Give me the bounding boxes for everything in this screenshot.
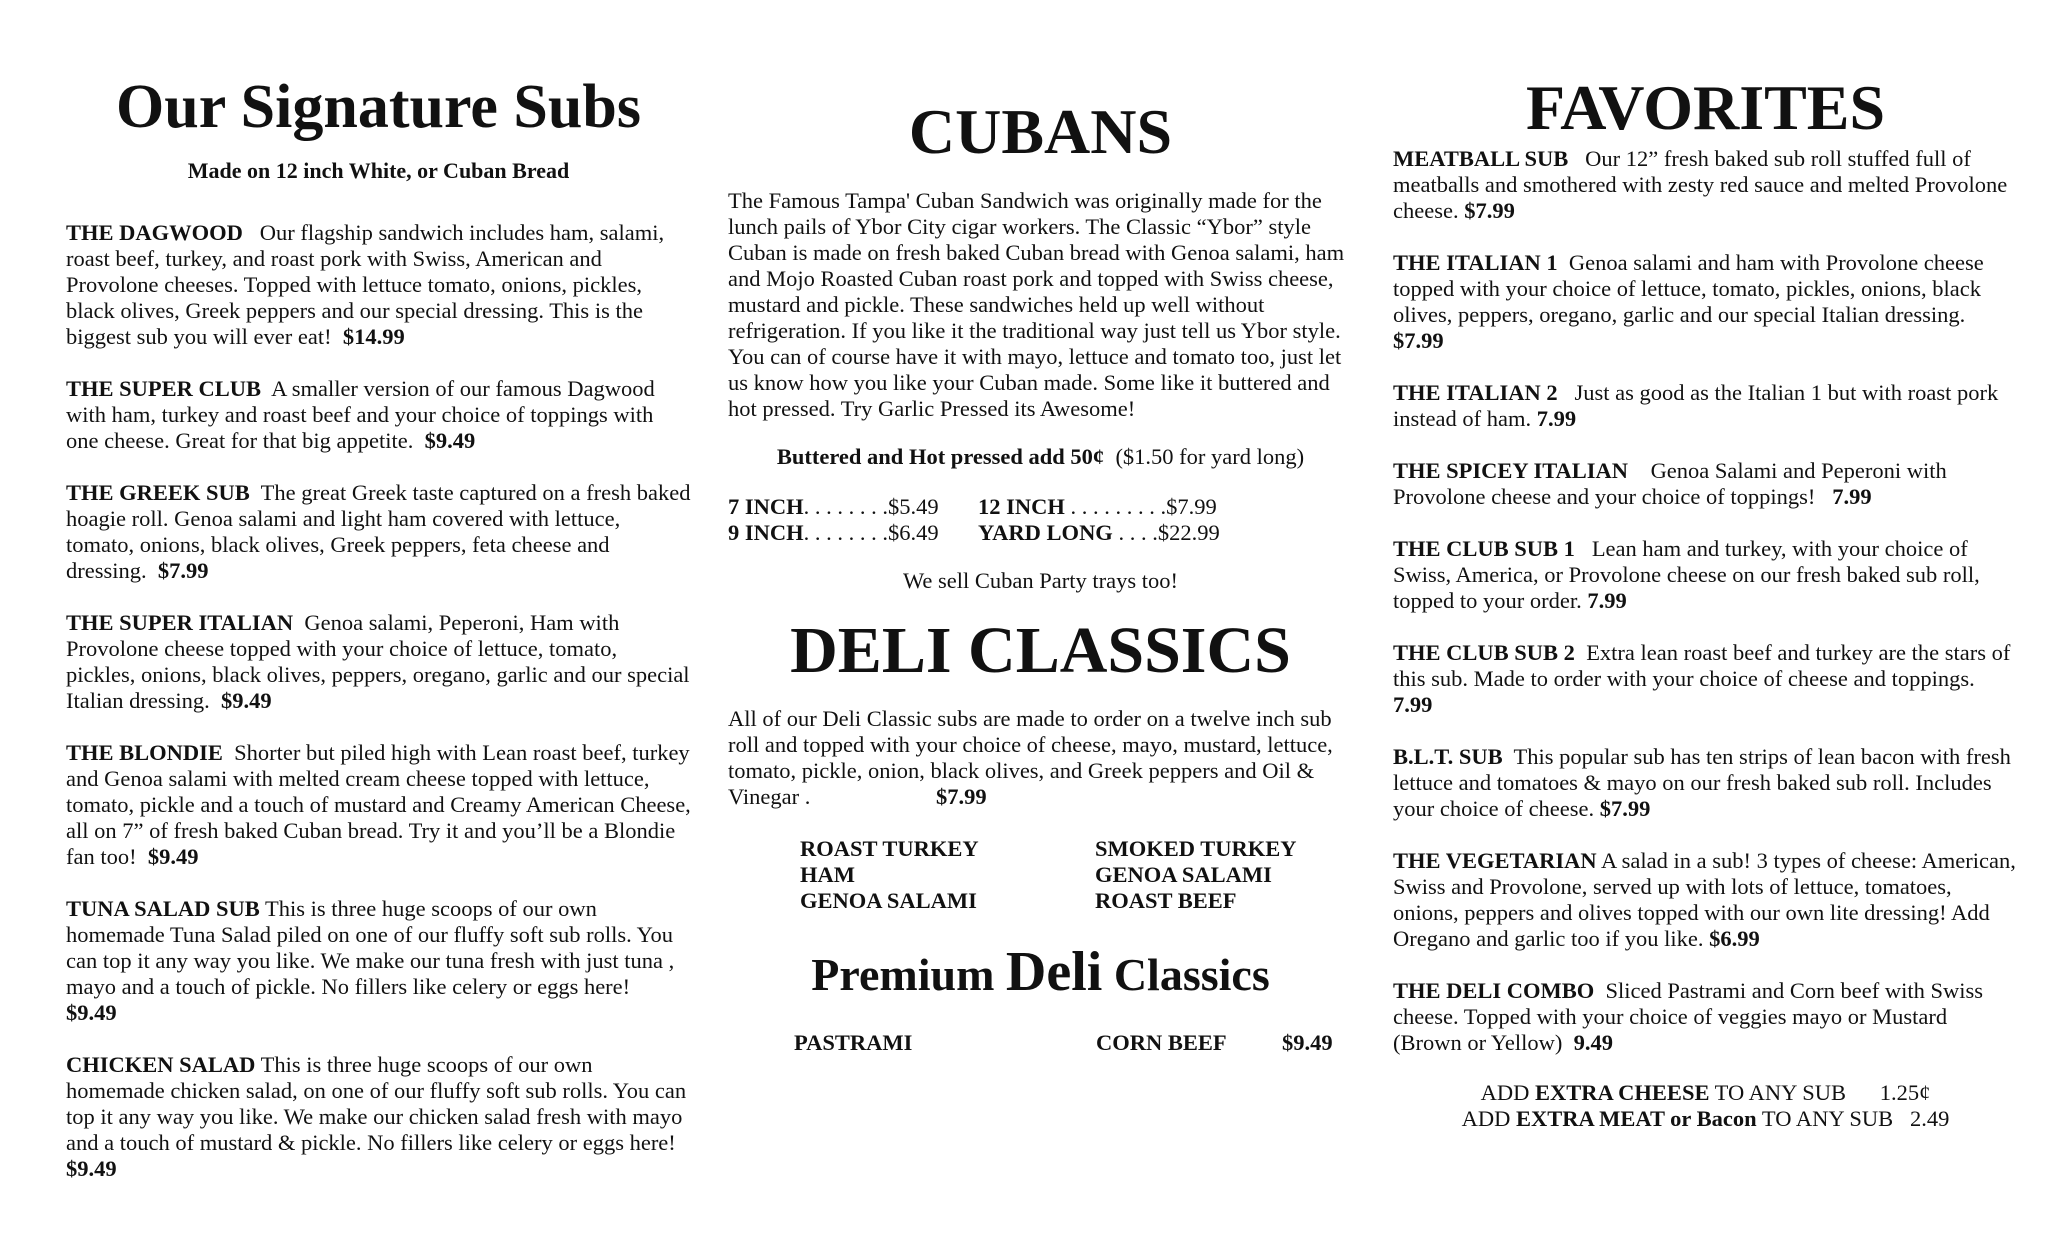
item-description: A smaller version of our famous Dagwood with ham, turkey and roast beef and your choice of toppings with one cheese. Great for that big appetite. bbox=[66, 376, 655, 453]
signature-subs-column bbox=[66, 0, 691, 1182]
favorites-column bbox=[1393, 0, 2018, 1132]
menu-item-super-club bbox=[66, 376, 691, 454]
extra-price: 1.25¢ bbox=[1879, 1080, 1931, 1105]
cuban-size-prices bbox=[728, 494, 1353, 546]
item-name: CHICKEN SALAD bbox=[66, 1052, 256, 1077]
menu-item-greek-sub bbox=[66, 480, 691, 584]
size-label: 9 INCH bbox=[728, 520, 804, 545]
extra-price: 2.49 bbox=[1910, 1106, 1950, 1131]
signature-subs-title: Our Signature Subs bbox=[116, 73, 641, 141]
premium-title-word: Deli bbox=[1005, 941, 1103, 1003]
menu-item-super-italian bbox=[66, 610, 691, 714]
menu-item-italian-2 bbox=[1393, 380, 2018, 432]
item-description: Just as good as the Italian 1 but with roast pork instead of ham. bbox=[1393, 380, 1999, 431]
item-description: Genoa salami and ham with Provolone cheese topped with your choice of lettuce, tomato, pickles, onions, black olives, peppers, oregano, garlic and our special Italian dressing. bbox=[1393, 250, 1984, 327]
item-price: $9.49 bbox=[66, 1156, 117, 1181]
extra-prefix: ADD bbox=[1480, 1080, 1536, 1105]
size-price: $6.49 bbox=[888, 520, 939, 545]
premium-deli-items bbox=[794, 1030, 1353, 1056]
item-price: $6.99 bbox=[1709, 926, 1760, 951]
item-description: Our flagship sandwich includes ham, salami, roast beef, turkey, and roast pork with Swiss, American and Provolone cheeses. Topped with lettuce tomato, onions, pickles, black olives, Greek peppers and our special dressing. This is the biggest sub you will ever eat! bbox=[66, 220, 665, 349]
item-description: The great Greek taste captured on a fresh baked hoagie roll. Genoa salami and light ham covered with lettuce, tomato, onions, black olives, Greek peppers, feta cheese and dressing. bbox=[66, 480, 691, 583]
item-price: $7.99 bbox=[1393, 328, 1444, 353]
item-description: Extra lean roast beef and turkey are the stars of this sub. Made to order with your choice of cheese and toppings. bbox=[1393, 640, 2011, 691]
size-label: 12 INCH bbox=[978, 494, 1065, 519]
item-description: This popular sub has ten strips of lean bacon with fresh lettuce and tomatoes & mayo on our fresh baked sub roll. Includes your choice of cheese. bbox=[1393, 744, 2011, 821]
item-name: THE GREEK SUB bbox=[66, 480, 250, 505]
menu-item-italian-1 bbox=[1393, 250, 2018, 354]
cubans-title: CUBANS bbox=[908, 96, 1173, 167]
item-name: TUNA SALAD SUB bbox=[66, 896, 260, 921]
meat-option: ROAST BEEF bbox=[1095, 888, 1237, 913]
item-name: THE SUPER CLUB bbox=[66, 376, 262, 401]
item-price: 9.49 bbox=[1573, 1030, 1614, 1055]
menu-item-spicey-italian bbox=[1393, 458, 2018, 510]
menu-item-club-sub-2 bbox=[1393, 640, 2018, 718]
cubans-addon bbox=[728, 444, 1353, 470]
deli-description-text: All of our Deli Classic subs are made to order on a twelve inch sub roll and topped with your choice of cheese, mayo, mustard, lettuce, tomato, pickle, onion, black olives, and Greek peppers and Oil & Vinegar . bbox=[728, 706, 1333, 809]
size-price: $5.49 bbox=[888, 494, 939, 519]
premium-deli-title bbox=[728, 941, 1353, 1003]
item-description: A salad in a sub! 3 types of cheese: American, Swiss and Provolone, served up with lots of lettuce, tomatoes, onions, peppers and olives topped with our own lite dressing! Add Oregano and garlic too if you like. bbox=[1393, 848, 2016, 951]
item-price: $9.49 bbox=[66, 1000, 117, 1025]
deli-price: $7.99 bbox=[936, 784, 987, 809]
item-price: $9.49 bbox=[424, 428, 476, 453]
item-name: B.L.T. SUB bbox=[1393, 744, 1503, 769]
leader-dots: . . . . bbox=[1112, 520, 1158, 545]
extra-label: EXTRA MEAT or Bacon bbox=[1515, 1106, 1757, 1131]
leader-dots: . . . . . . . . . bbox=[1064, 494, 1167, 519]
extra-label: EXTRA CHEESE bbox=[1535, 1080, 1710, 1105]
extra-prefix: ADD bbox=[1461, 1106, 1516, 1131]
menu-item-dagwood bbox=[66, 220, 691, 350]
premium-item: CORN BEEF bbox=[1096, 1030, 1227, 1055]
menu-item-deli-combo bbox=[1393, 978, 2018, 1056]
item-name: THE ITALIAN 1 bbox=[1393, 250, 1558, 275]
premium-title-word: Premium bbox=[811, 949, 995, 1000]
extra-suffix: TO ANY SUB bbox=[1709, 1080, 1846, 1105]
item-price: 7.99 bbox=[1536, 406, 1577, 431]
addon-label: Buttered and Hot pressed add 50¢ bbox=[776, 444, 1105, 469]
extra-meat-line bbox=[1393, 1106, 2018, 1132]
party-trays-note: We sell Cuban Party trays too! bbox=[902, 568, 1178, 593]
meat-option: SMOKED TURKEY bbox=[1095, 836, 1297, 861]
premium-price: $9.49 bbox=[1282, 1030, 1333, 1055]
extra-cheese-line bbox=[1393, 1080, 2018, 1106]
item-price: $9.49 bbox=[147, 844, 199, 869]
item-name: THE ITALIAN 2 bbox=[1393, 380, 1558, 405]
item-price: $7.99 bbox=[1599, 796, 1651, 821]
item-price: $9.49 bbox=[220, 688, 272, 713]
deli-meat-options bbox=[800, 836, 1353, 914]
item-price: $7.99 bbox=[157, 558, 209, 583]
item-price: 7.99 bbox=[1393, 692, 1433, 717]
size-price-row bbox=[728, 494, 978, 520]
item-price: 7.99 bbox=[1587, 588, 1627, 613]
favorites-title: FAVORITES bbox=[1525, 72, 1886, 143]
item-description: Shorter but piled high with Lean roast beef, turkey and Genoa salami with melted cream cheese topped with lettuce, tomato, pickle and a touch of mustard and Creamy American Cheese, all on 7” of fresh baked Cuban bread. Try it and you’ll be a Blondie fan too! bbox=[66, 740, 691, 869]
menu-item-tuna-salad-sub bbox=[66, 896, 691, 1026]
meat-option: HAM bbox=[800, 862, 855, 887]
signature-subs-subtitle: Made on 12 inch White, or Cuban Bread bbox=[187, 158, 570, 183]
size-price: $7.99 bbox=[1166, 494, 1217, 519]
premium-item: PASTRAMI bbox=[794, 1030, 913, 1055]
meat-option: GENOA SALAMI bbox=[800, 888, 977, 913]
extras-section bbox=[1393, 1080, 2018, 1132]
menu-item-blt-sub bbox=[1393, 744, 2018, 822]
menu-item-club-sub-1 bbox=[1393, 536, 2018, 614]
cubans-description: The Famous Tampa' Cuban Sandwich was originally made for the lunch pails of Ybor City cigar workers. The Classic “Ybor” style Cuban is made on fresh baked Cuban bread with Genoa salami, ham and Mojo Roasted Cuban roast pork and topped with Swiss cheese, mustard and pickle. These sandwiches held up well without refrigeration. If you like it the traditional way just tell us Ybor style. You can of course have it with mayo, lettuce and tomato too, just let us know how you like your Cuban made. Some like it buttered and hot pressed. Try Garlic Pressed its Awesome! bbox=[728, 188, 1345, 421]
item-description: Our 12” fresh baked sub roll stuffed full of meatballs and smothered with zesty red sauce and melted Provolone cheese. bbox=[1393, 146, 2008, 223]
extra-suffix: TO ANY SUB bbox=[1756, 1106, 1894, 1131]
item-name: THE CLUB SUB 1 bbox=[1393, 536, 1575, 561]
item-name: THE SPICEY ITALIAN bbox=[1393, 458, 1629, 483]
size-price: $22.99 bbox=[1157, 520, 1220, 545]
item-description: Sliced Pastrami and Corn beef with Swiss cheese. Topped with your choice of veggies mayo or Mustard (Brown or Yellow) bbox=[1393, 978, 1983, 1055]
meat-option: ROAST TURKEY bbox=[800, 836, 979, 861]
item-description: Genoa salami, Peperoni, Ham with Provolone cheese topped with your choice of lettuce, tomato, pickles, onions, black olives, peppers, oregano, garlic and our special Italian dressing. bbox=[66, 610, 690, 713]
menu-item-blondie bbox=[66, 740, 691, 870]
item-name: THE BLONDIE bbox=[66, 740, 223, 765]
item-description: This is three huge scoops of our own homemade Tuna Salad piled on one of our fluffy soft sub rolls. You can top it any way you like. We make our tuna fresh with just tuna , mayo and a touch of pickle. No fillers like celery or eggs here! bbox=[66, 896, 675, 999]
item-price: 7.99 bbox=[1832, 484, 1872, 509]
menu-item-vegetarian bbox=[1393, 848, 2018, 952]
deli-classics-description bbox=[728, 706, 1353, 810]
item-name: THE DELI COMBO bbox=[1393, 978, 1595, 1003]
item-description: Genoa Salami and Peperoni with Provolone cheese and your choice of toppings! bbox=[1393, 458, 1947, 509]
addon-note: ($1.50 for yard long) bbox=[1115, 444, 1305, 469]
premium-title-word: Classics bbox=[1113, 949, 1270, 1000]
meat-option: GENOA SALAMI bbox=[1095, 862, 1272, 887]
item-price: $14.99 bbox=[342, 324, 405, 349]
item-name: MEATBALL SUB bbox=[1393, 146, 1569, 171]
item-price: $7.99 bbox=[1464, 198, 1515, 223]
item-description: Lean ham and turkey, with your choice of Swiss, America, or Provolone cheese on our fresh baked sub roll, topped to your order. bbox=[1393, 536, 1980, 613]
size-price-row bbox=[978, 520, 1278, 546]
item-name: THE VEGETARIAN bbox=[1393, 848, 1597, 873]
leader-dots: . . . . . . . . bbox=[803, 520, 889, 545]
item-name: THE DAGWOOD bbox=[66, 220, 243, 245]
menu-item-chicken-salad bbox=[66, 1052, 691, 1182]
menu-item-meatball-sub bbox=[1393, 146, 2018, 224]
cubans-deli-column bbox=[728, 0, 1353, 1056]
size-price-row bbox=[978, 494, 1278, 520]
size-price-row bbox=[728, 520, 978, 546]
size-label: 7 INCH bbox=[728, 494, 804, 519]
item-description: This is three huge scoops of our own homemade chicken salad, on one of our fluffy soft sub rolls. You can top it any way you like. We make our chicken salad fresh with mayo and a touch of mustard & pickle. No fillers like celery or eggs here! bbox=[66, 1052, 687, 1155]
leader-dots: . . . . . . . . bbox=[803, 494, 889, 519]
size-label: YARD LONG bbox=[978, 520, 1113, 545]
deli-classics-title: DELI CLASSICS bbox=[790, 614, 1291, 687]
item-name: THE SUPER ITALIAN bbox=[66, 610, 294, 635]
item-name: THE CLUB SUB 2 bbox=[1393, 640, 1575, 665]
